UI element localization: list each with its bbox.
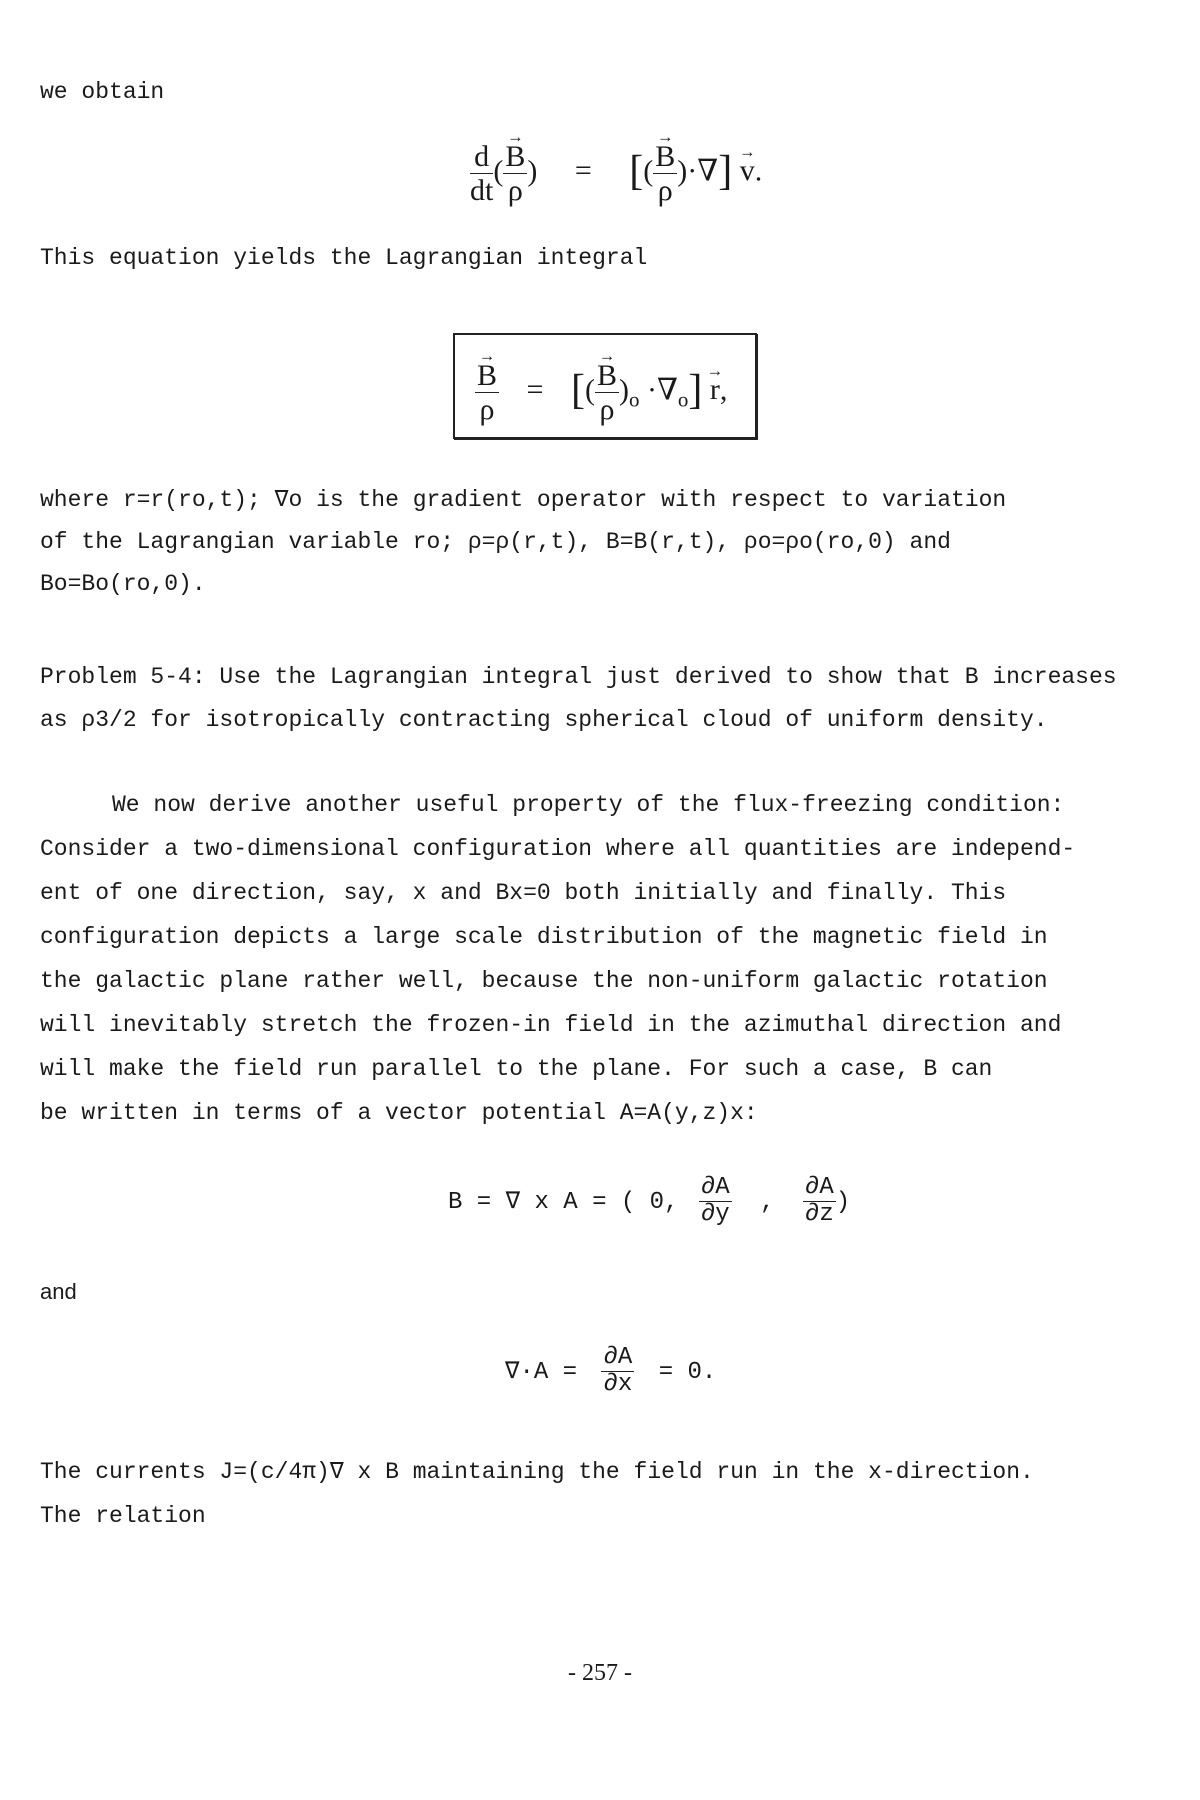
problem-line-1: Problem 5-4: Use the Lagrangian integral just derived to show that B increases [40, 664, 1117, 690]
eq2-lhs: B = ∇ x A = ( 0, [448, 1189, 679, 1217]
eq2-f2-num: ∂A [804, 1174, 834, 1201]
page-number: - 257 - [568, 1660, 632, 1686]
intro-text: we obtain [40, 79, 165, 105]
where-line-3: Bo=Bo(ro,0). [40, 571, 206, 597]
equation-2 [448, 1175, 850, 1229]
eq3-num: ∂A [603, 1344, 633, 1371]
eq1-derivative: $\frac{d}{dt}$ [470, 140, 494, 207]
currents-line: The currents J=(c/4π)∇ x B maintaining the field run in the x-direction. [40, 1459, 1034, 1485]
and-word: and [40, 1279, 77, 1304]
paragraph-line-1: We now derive another useful property of the flux-freezing condition: [112, 792, 1065, 818]
paragraph-line-6: will inevitably stretch the frozen-in field in the azimuthal direction and [40, 1012, 1062, 1038]
problem-line-2: as ρ3/2 for isotropically contracting spherical cloud of uniform density. [40, 707, 1048, 733]
paragraph-line-7: will make the field run parallel to the plane. For such a case, B can [40, 1056, 993, 1082]
equation-1: $\frac{d}{dt}$ ( → $\frac{B}{\rho}$ ) = [( → $\frac{B}{\rho}$ )·∇] → v. [470, 140, 762, 207]
paragraph-line-4: configuration depicts a large scale distribution of the magnetic field in [40, 924, 1048, 950]
eq3-den: ∂x [603, 1371, 633, 1399]
eq3-rhs: = 0. [658, 1359, 717, 1387]
boxed-equation: → $\frac{B}{\rho}$ = [( → $\frac{B}{\rho}$ )$_o \cdot\nabla_o] \to r$, [453, 333, 757, 439]
where-line-1: where r=r(ro,t); ∇o is the gradient operator with respect to variation [40, 487, 1007, 513]
eq2-f1-num: ∂A [700, 1174, 730, 1201]
eq3-lhs: ∇·A = [505, 1359, 578, 1387]
paragraph-line-2: Consider a two-dimensional configuration where all quantities are independ- [40, 836, 1076, 862]
eq2-comma: , [760, 1189, 775, 1217]
eq2-close: ) [835, 1189, 851, 1217]
relation-line: The relation [40, 1503, 206, 1529]
equation-3 [505, 1345, 716, 1399]
eq2-f2-den: ∂z [804, 1201, 834, 1229]
lagrangian-intro: This equation yields the Lagrangian integral [40, 245, 648, 271]
paragraph-line-5: the galactic plane rather well, because the non-uniform galactic rotation [40, 968, 1048, 994]
where-line-2: of the Lagrangian variable ro; ρ=ρ(r,t), B=B(r,t), ρo=ρo(ro,0) and [40, 529, 951, 555]
eq2-f1-den: ∂y [700, 1201, 730, 1229]
paragraph-line-8: be written in terms of a vector potential A=A(y,z)x: [40, 1100, 758, 1126]
paragraph-line-3: ent of one direction, say, x and Bx=0 both initially and finally. This [40, 880, 1007, 906]
